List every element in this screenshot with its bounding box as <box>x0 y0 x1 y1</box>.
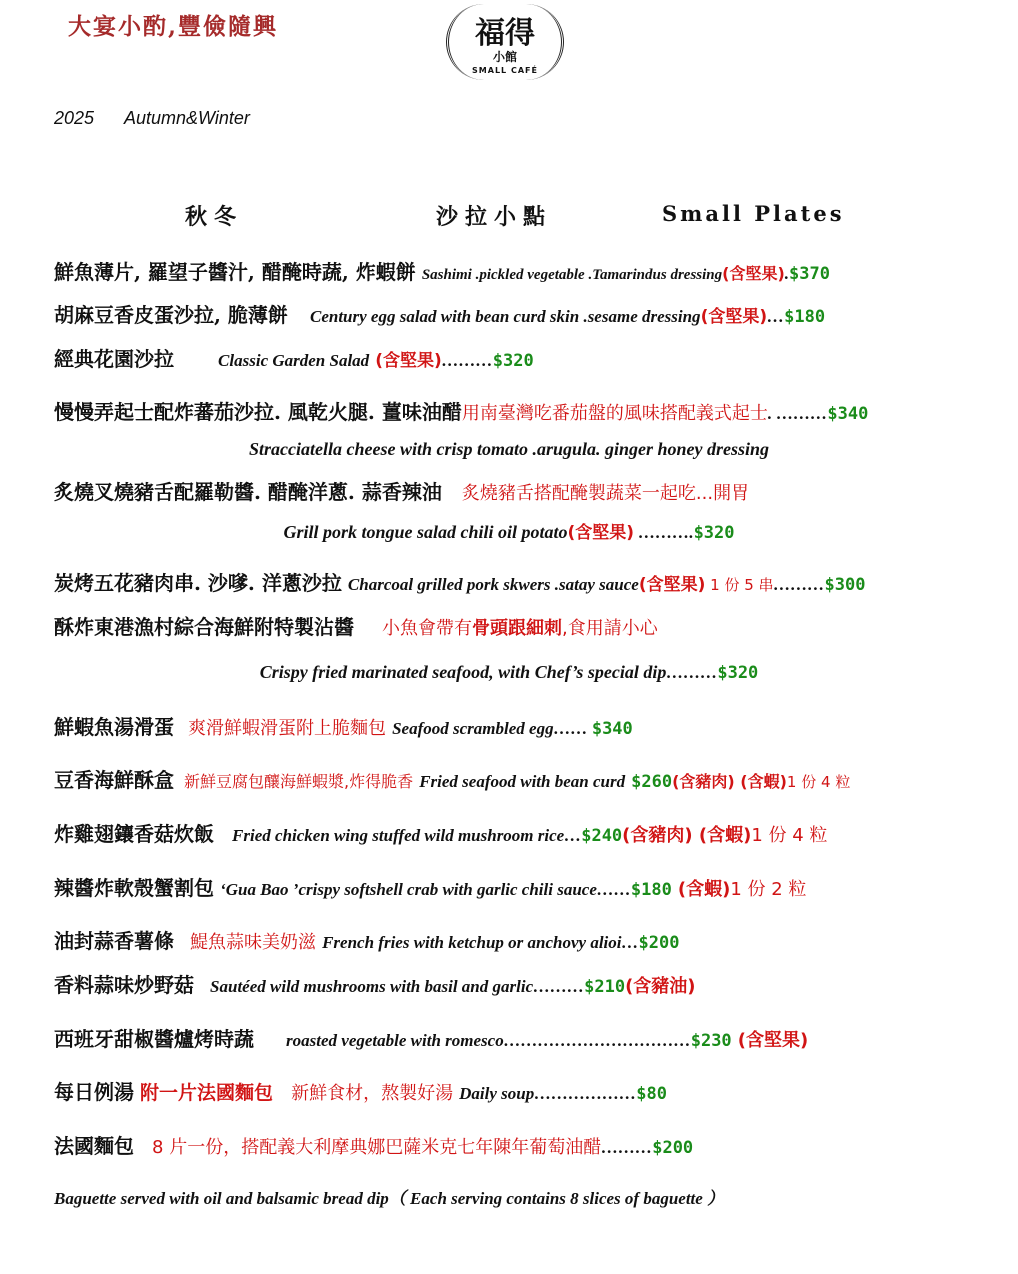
leader-dots: ……… <box>666 663 718 682</box>
item-name-en: Fried seafood with bean curd <box>419 772 626 791</box>
menu-item-chicken-wing <box>54 818 827 847</box>
portion-note: 1 份 4 粒 <box>786 773 851 791</box>
item-price: $320 <box>717 663 759 683</box>
section-title-en: Small Plates <box>662 201 845 226</box>
item-price: $370 <box>789 264 830 284</box>
menu-item-fries <box>54 925 679 954</box>
item-price: $180 <box>784 307 826 327</box>
item-price: $200 <box>638 933 680 953</box>
item-name-zh: 鮮魚薄片, 羅望子醬汁, 醋醃時蔬, 炸蝦餅 <box>54 260 416 284</box>
item-name-zh: 炭烤五花豬肉串. 沙嗲. 洋蔥沙拉 <box>54 571 342 595</box>
item-name-zh: 西班牙甜椒醬爐烤時蔬 <box>54 1027 254 1051</box>
item-name-zh: 慢慢弄起士配炸蕃茄沙拉. 風乾火腿. 薑味油醋 <box>54 400 462 424</box>
leader-dots: ……………… <box>534 1084 637 1103</box>
menu-item-sashimi <box>54 256 830 285</box>
menu-item-scrambled-egg <box>54 711 633 740</box>
allergen-note: (含蝦) <box>677 879 731 900</box>
item-price: $200 <box>652 1138 694 1158</box>
leader-dots: … <box>564 826 582 845</box>
portion-note: 1 份 5 串 <box>705 576 774 594</box>
item-name-en: Daily soup <box>459 1084 535 1103</box>
logo-en-text: SMALL CAFÉ <box>472 66 538 75</box>
allergen-note: (含堅果) <box>722 264 785 283</box>
item-name-zh: 辣醬炸軟殼蟹割包 <box>54 876 214 900</box>
menu-item-fried-seafood-en <box>0 662 1018 683</box>
leader-dots: …………………………… <box>503 1031 691 1050</box>
menu-item-pork-skewers <box>54 567 865 596</box>
logo-main-text: 福得 <box>475 16 535 51</box>
allergen-note: (含堅果) <box>638 575 706 595</box>
item-name-en: French fries with ketchup or anchovy alioi <box>322 933 622 952</box>
leader-dots: ………. <box>634 523 694 542</box>
logo-sub-text: 小館 <box>492 50 517 64</box>
item-name-zh: 豆香海鮮酥盒 <box>54 768 174 792</box>
item-price: $320 <box>693 523 735 543</box>
menu-item-daily-soup <box>54 1076 667 1105</box>
item-description-c: ,食用請小心 <box>562 618 658 639</box>
item-price: $260 <box>631 772 673 792</box>
leader-dots: ……… <box>533 977 585 996</box>
item-name-zh: 香料蒜味炒野菇 <box>54 973 194 997</box>
allergen-note: (含豬肉) (含蝦) <box>622 825 752 846</box>
menu-season: Autumn&Winter <box>124 108 250 128</box>
leader-dots: . ……… <box>767 404 828 423</box>
item-price: $210 <box>584 977 626 997</box>
leader-dots: …… <box>596 880 631 899</box>
menu-item-seafood-box <box>54 764 850 793</box>
item-name-zh: 胡麻豆香皮蛋沙拉, 脆薄餅 <box>54 303 288 327</box>
item-description: 用南臺灣吃番茄盤的風味搭配義式起士 <box>461 403 768 424</box>
menu-item-stracciatella <box>54 396 868 425</box>
allergen-note: (含堅果) <box>567 523 635 543</box>
menu-item-century-egg-salad <box>54 299 825 328</box>
allergen-note: (含豬油) <box>625 976 696 997</box>
restaurant-logo <box>446 4 564 80</box>
item-description: 鯷魚蒜味美奶滋 <box>190 932 317 953</box>
item-name-en: ‘Gua Bao ’crispy softshell crab with garlic chili sauce <box>220 880 597 899</box>
allergen-note: (含堅果) <box>700 307 768 327</box>
portion-note: 1 份 4 粒 <box>751 825 828 846</box>
item-name-zh: 法國麵包 <box>54 1134 134 1158</box>
item-price: $240 <box>581 826 623 846</box>
item-price: $80 <box>636 1084 667 1104</box>
item-description: 爽滑鮮蝦滑蛋附上脆麵包 <box>188 718 387 739</box>
item-price: $320 <box>492 351 534 371</box>
menu-item-pork-tongue-en <box>0 518 1018 543</box>
menu-item-baguette <box>54 1130 693 1159</box>
menu-item-mushrooms <box>54 969 696 998</box>
item-price: $180 <box>630 880 672 900</box>
leader-dots: . <box>784 264 790 283</box>
menu-item-roasted-vegetable <box>54 1023 808 1052</box>
menu-item-fried-seafood <box>54 611 658 640</box>
portion-note: 1 份 2 粒 <box>730 879 807 900</box>
item-name-zh: 每日例湯 <box>54 1080 134 1104</box>
item-name-en: Sautéed wild mushrooms with basil and garlic <box>210 977 534 996</box>
item-name-en: Fried chicken wing stuffed wild mushroom rice <box>232 826 565 845</box>
item-price: $230 <box>690 1031 732 1051</box>
item-description: 炙燒豬舌搭配醃製蔬菜一起吃...開胃 <box>461 483 750 504</box>
item-name-zh: 炙燒叉燒豬舌配羅勒醬. 醋醃洋蔥. 蒜香辣油 <box>54 480 442 504</box>
allergen-note: (含堅果) <box>737 1030 809 1051</box>
menu-item-baguette-en <box>54 1184 724 1209</box>
allergen-note: (含豬肉) (含蝦) <box>672 772 787 791</box>
section-title-season: 秋冬 <box>185 204 244 230</box>
item-description-a: 小魚會帶有 <box>382 618 473 639</box>
section-title-category: 沙拉小點 <box>436 204 553 230</box>
item-description: 8 片一份，搭配義大利摩典娜巴薩米克七年陳年葡萄油醋 <box>152 1137 602 1158</box>
item-name-en: Century egg salad with bean curd skin .sesame dressing <box>309 307 701 326</box>
item-name-en: roasted vegetable with romesco <box>286 1031 504 1050</box>
item-description: 新鮮食材，熬製好湯 <box>291 1083 454 1104</box>
menu-item-stracciatella-en <box>0 439 1018 460</box>
menu-item-garden-salad <box>54 343 534 372</box>
item-name-en: Baguette served with oil and balsamic bread dip（ Each serving contains 8 slices of baguette ） <box>54 1189 725 1208</box>
item-name-en: Seafood scrambled egg <box>392 719 554 738</box>
leader-dots: ……… <box>601 1138 653 1157</box>
item-name-en: Charcoal grilled pork skwers .satay sauce <box>347 575 639 594</box>
item-name-zh: 酥炸東港漁村綜合海鮮附特製沾醬 <box>54 615 354 639</box>
soup-bread-highlight: 附一片法國麵包 <box>140 1082 274 1104</box>
item-name-en: Sashimi .pickled vegetable .Tamarindus dressing <box>421 267 723 283</box>
item-name-zh: 炸雞翅鑲香菇炊飯 <box>54 822 214 846</box>
item-warning: 骨頭跟細刺 <box>472 618 563 639</box>
allergen-note: (含堅果) <box>375 351 442 371</box>
item-description: 新鮮豆腐包釀海鮮蝦漿,炸得脆香 <box>184 772 414 791</box>
item-price: $340 <box>591 719 633 739</box>
menu-item-gua-bao <box>54 872 806 901</box>
menu-year: 2025 <box>54 108 95 128</box>
leader-dots: ……… <box>441 351 493 370</box>
leader-dots: ……… <box>773 575 825 594</box>
leader-dots: … <box>767 307 785 326</box>
item-name-zh: 鮮蝦魚湯滑蛋 <box>54 715 174 739</box>
item-price: $300 <box>824 575 866 595</box>
item-name-zh: 油封蒜香薯條 <box>54 929 174 953</box>
item-name-zh: 經典花園沙拉 <box>54 347 174 371</box>
item-price: $340 <box>827 404 869 424</box>
menu-item-pork-tongue <box>54 476 749 505</box>
leader-dots: …… <box>553 719 592 738</box>
item-name-en: Classic Garden Salad <box>218 351 370 370</box>
item-name-en: Crispy fried marinated seafood, with Chef’s special dip <box>259 662 667 682</box>
leader-dots: … <box>621 933 639 952</box>
item-name-en: Stracciatella cheese with crisp tomato .arugula. ginger honey dressing <box>248 439 770 459</box>
item-name-en: Grill pork tongue salad chili oil potato <box>283 522 568 542</box>
slogan: 大宴小酌,豐儉隨興 <box>68 13 279 40</box>
